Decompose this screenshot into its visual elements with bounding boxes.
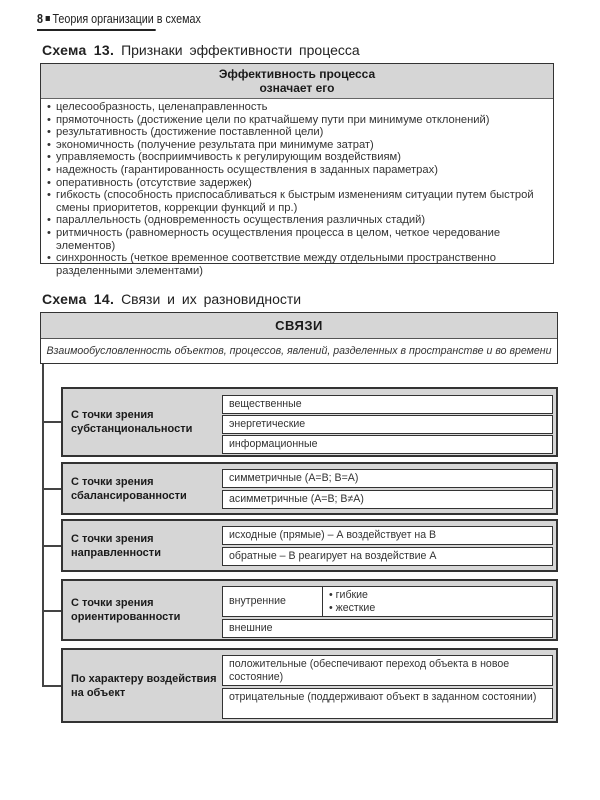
tree-connector-branch xyxy=(42,488,61,490)
list-item: • результативность (достижение поставленной цели) xyxy=(47,126,547,139)
page-number: 8 xyxy=(37,12,43,26)
group-orientation xyxy=(61,579,558,641)
scheme13-box xyxy=(40,63,554,277)
group-item: асимметричные (А=В; В≠А) xyxy=(222,490,553,509)
group-item: обратные – В реагирует на воздействие А xyxy=(222,547,553,566)
group-item-internal xyxy=(222,586,553,617)
internal-subitems xyxy=(323,589,381,614)
list-item: • гибкость (способность приспосабливаться к быстрым изменениям ситуации путем быстрой смены приоритетов, коррекции функций и пр.) xyxy=(47,189,547,214)
group-balance xyxy=(61,462,558,515)
scheme13-header-line1: Эффективность процесса xyxy=(218,67,376,81)
scheme13-header xyxy=(41,64,553,99)
subitem: • жесткие xyxy=(329,602,375,615)
list-item: • параллельность (одновременность осуществления различных стадий) xyxy=(47,214,547,227)
book-title: Теория организации в схемах xyxy=(52,12,201,26)
list-item: • ритмичность (равномерность осуществления процесса в целом, четкое чередование элементов) xyxy=(47,227,547,252)
subitem: • гибкие xyxy=(329,589,375,602)
group-item: энергетические xyxy=(222,415,553,434)
tree-connector-branch xyxy=(42,545,61,547)
tree-connector-branch xyxy=(42,421,61,423)
list-item: • экономичность (получение результата при минимуме затрат) xyxy=(47,139,547,152)
group-label: С точки зрения ориентированности xyxy=(71,597,181,623)
tree-connector-branch xyxy=(42,685,61,687)
group-item: информационные xyxy=(222,435,553,454)
scheme14-header-box xyxy=(40,312,558,364)
scheme13-list xyxy=(47,101,547,277)
running-header xyxy=(37,12,201,31)
list-item: • оперативность (отсутствие задержек) xyxy=(47,177,547,190)
list-item: • управляемость (восприимчивость к регулирующим воздействиям) xyxy=(47,151,547,164)
group-item: симметричные (А=В; В=А) xyxy=(222,469,553,488)
internal-label: внутренние xyxy=(223,587,323,616)
group-item: исходные (прямые) – А воздействует на В xyxy=(222,526,553,545)
group-item: отрицательные (поддерживают объект в заданном состоянии) xyxy=(222,688,553,719)
scheme14-definition: Взаимообусловленность объектов, процессов, явлений, разделенных в пространстве и во времени xyxy=(46,345,552,357)
list-item: • синхронность (четкое временное соответствие между отдельными пространственно разделенными элементами) xyxy=(47,252,547,277)
group-item: внешние xyxy=(222,619,553,638)
list-item: • целесообразность, целенаправленность xyxy=(47,101,547,114)
group-impact xyxy=(61,648,558,723)
scheme13-caption xyxy=(42,42,360,58)
scheme14-caption xyxy=(42,291,301,307)
tree-connector-vertical xyxy=(42,364,44,686)
scheme13-header-line2: означает его xyxy=(259,81,335,95)
scheme13-label: Схема 13. xyxy=(42,42,115,58)
group-item: положительные (обеспечивают переход объекта в новое состояние) xyxy=(222,655,553,686)
scheme14-header: СВЯЗИ xyxy=(41,313,557,339)
group-label: С точки зрения сбалансированности xyxy=(71,475,187,502)
list-item: • прямоточность (достижение цели по кратчайшему пути при минимуме отклонений) xyxy=(47,114,547,127)
scheme13-title: Признаки эффективности процесса xyxy=(121,42,360,58)
group-item: вещественные xyxy=(222,395,553,414)
group-direction xyxy=(61,519,558,572)
group-label: С точки зрения направленности xyxy=(71,532,161,559)
group-substantiality xyxy=(61,387,558,457)
group-label: По характеру воздействия на объект xyxy=(71,672,217,699)
square-bullet-icon xyxy=(46,16,50,21)
scheme14-label: Схема 14. xyxy=(42,291,115,307)
tree-connector-branch xyxy=(42,610,61,612)
group-label: С точки зрения субстанциональности xyxy=(71,409,193,435)
scheme14-title: Связи и их разновидности xyxy=(121,291,302,307)
list-item: • надежность (гарантированность осуществления в заданных параметрах) xyxy=(47,164,547,177)
